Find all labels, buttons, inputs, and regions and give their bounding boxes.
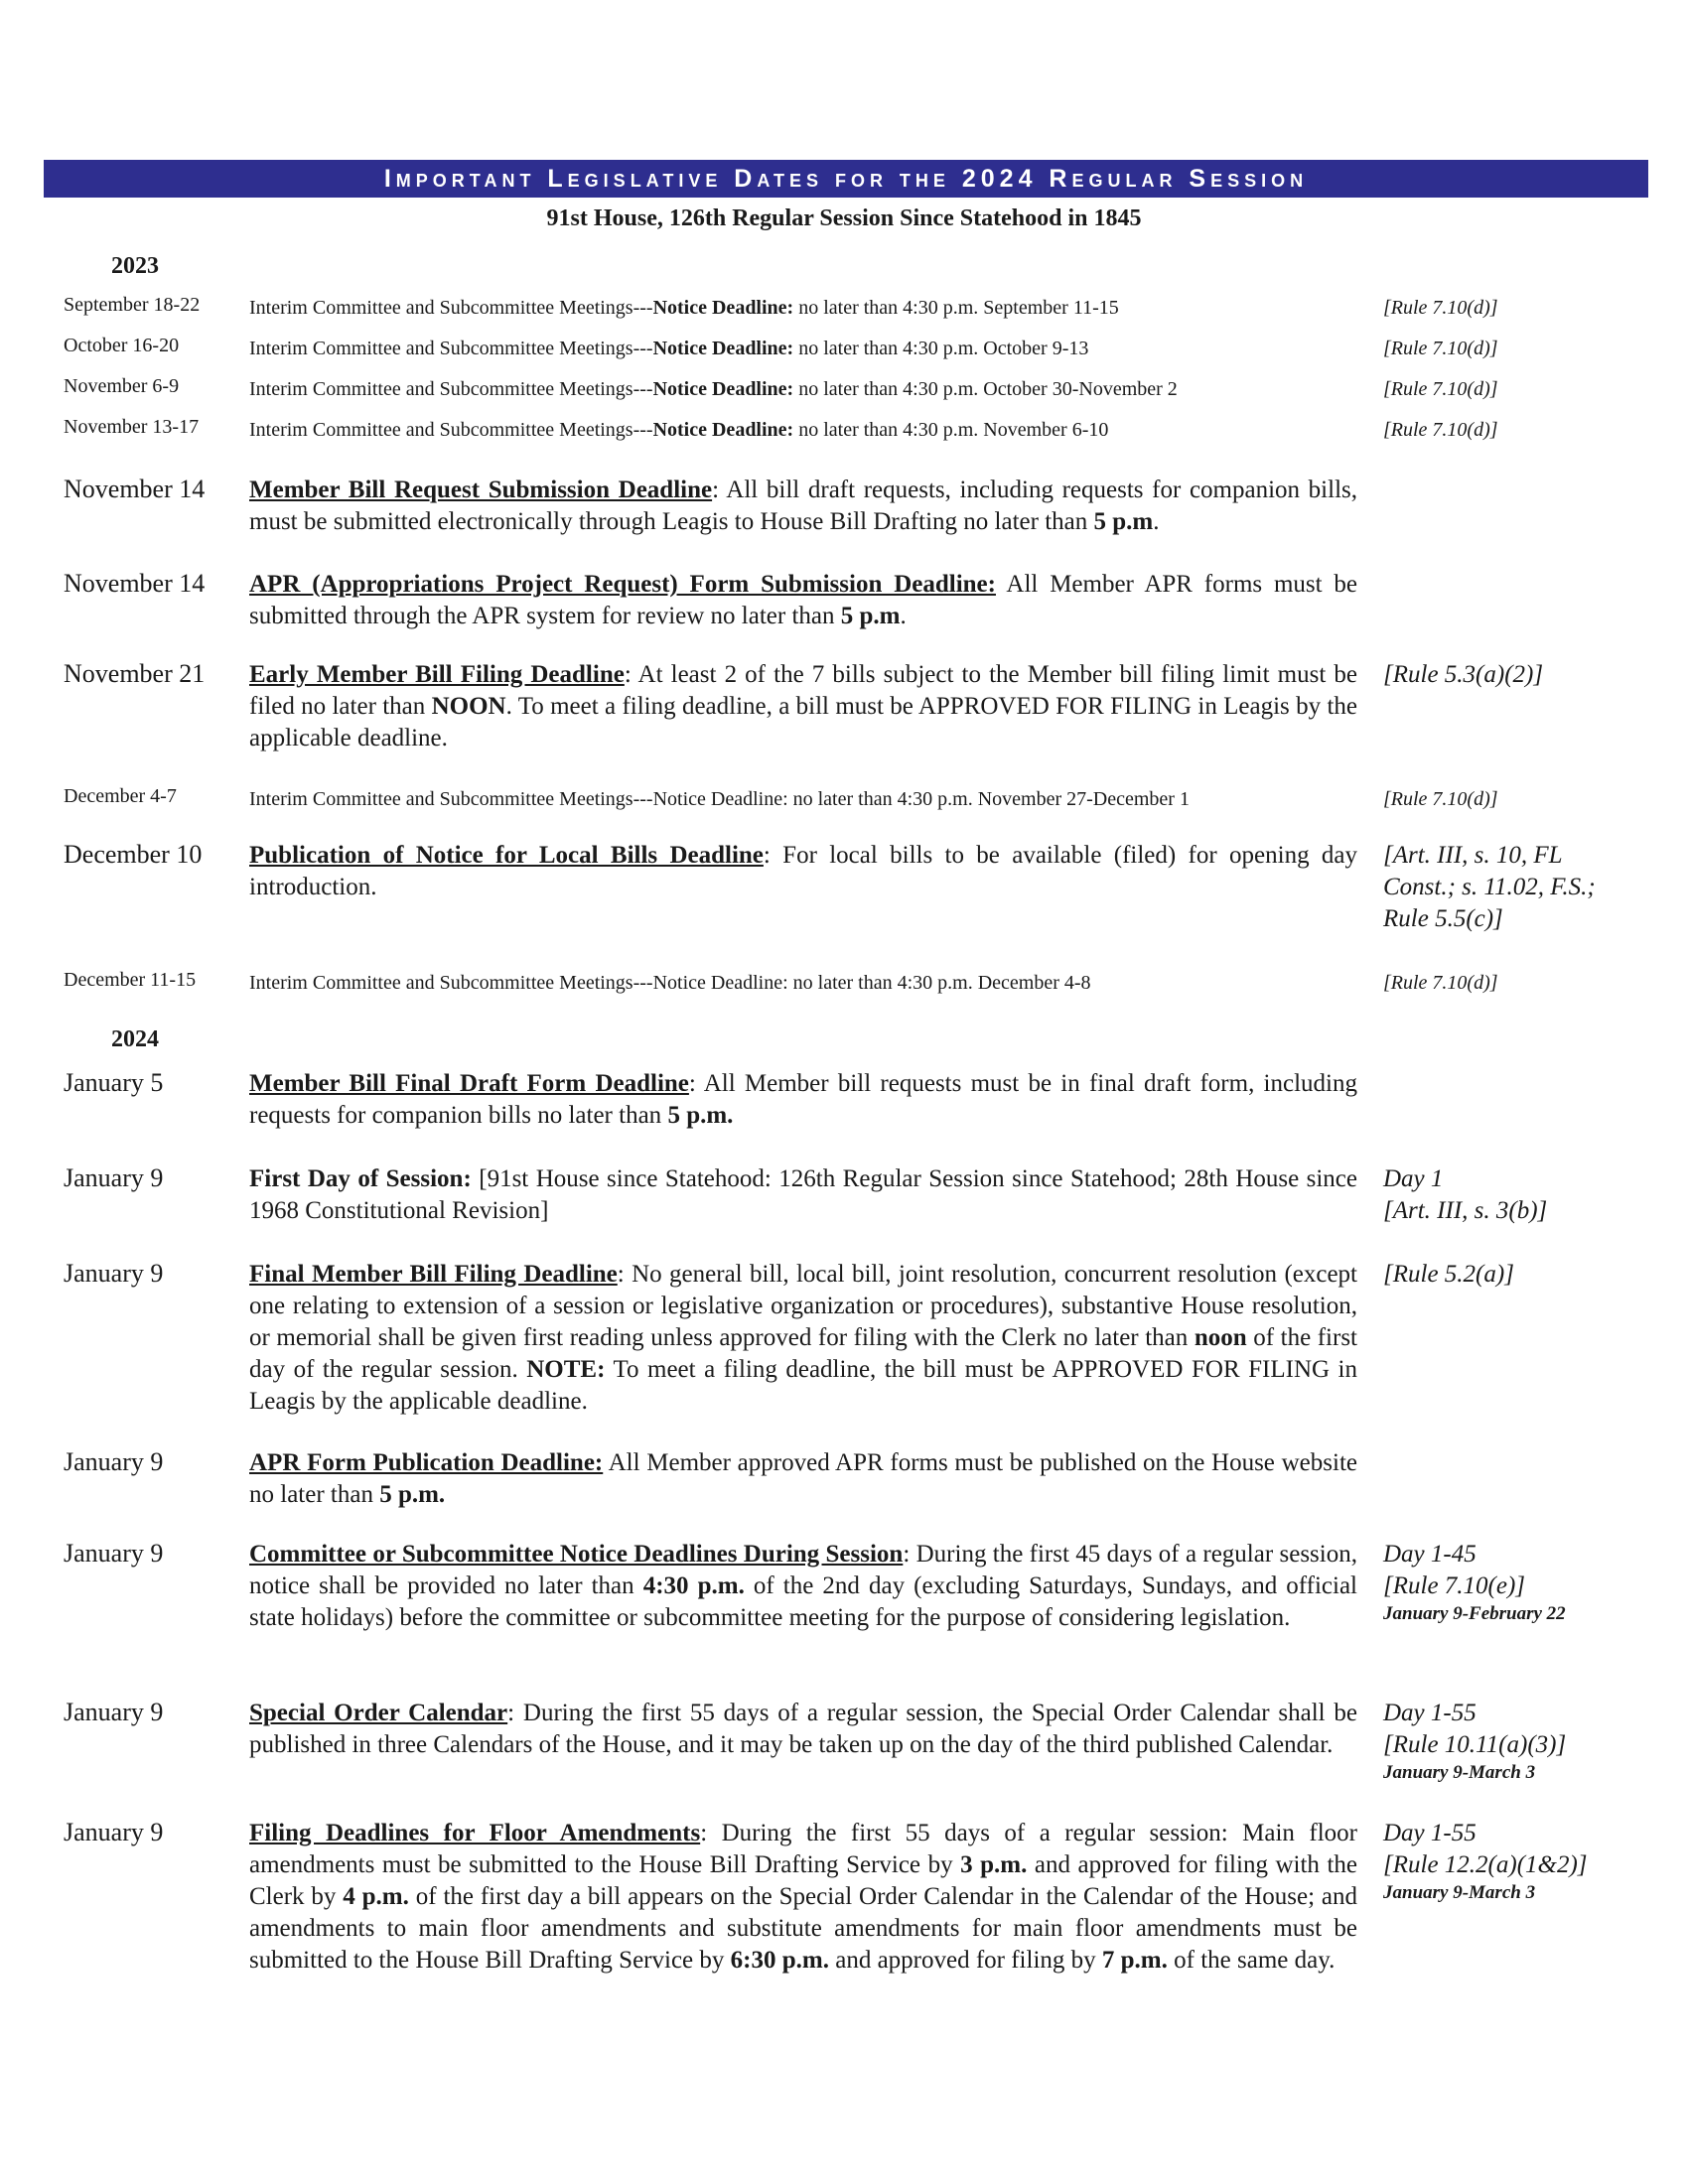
entry-date: December 10 [64,840,203,869]
entry-description: Final Member Bill Filing Deadline: No general bill, local bill, joint resolution, concurrent resolution (except one relating to extension of a session or legislative organization or procedures), substantive House resolution, or memorial shall be given first reading unless approved for filing with the Clerk no later than noon of the first day of the regular session. NOTE: To meet a filing deadline, the bill must be APPROVED FOR FILING in Leagis by the applicable deadline. [249,1261,1358,1415]
entry-description: Interim Committee and Subcommittee Meetings---Notice Deadline: no later than 4:30 p.m. October 30-November 2 [249,378,1178,400]
rule-reference: [Rule 7.10(d)] [1383,788,1498,810]
entry-description: APR Form Publication Deadline: All Member approved APR forms must be published on the House website no later than 5 p.m. [249,1449,1357,1508]
entry-description: Member Bill Final Draft Form Deadline: All Member bill requests must be in final draft form, including requests for companion bills no later than 5 p.m. [249,1070,1357,1129]
entry-date: January 5 [64,1068,164,1097]
rule-reference: [Rule 7.10(d)] [1383,378,1498,400]
entry-title: Early Member Bill Filing Deadline [249,661,625,688]
entry-date: January 9 [64,1447,164,1476]
entry-date: November 13-17 [64,416,200,438]
entry-title: Filing Deadlines for Floor Amendments [249,1820,701,1846]
entry-title: APR (Appropriations Project Request) Form Submission Deadline: [249,571,996,598]
entry-description: Member Bill Request Submission Deadline: All bill draft requests, including requests for companion bills, must be submitted electronically through Leagis to House Bill Drafting no later than 5 p.m. [249,477,1357,535]
entry-date: January 9 [64,1539,164,1568]
rule-reference: [Art. III, s. 10, FL Const.; s. 11.02, F.S.; Rule 5.5(c)] [1383,842,1596,932]
entry-title: Member Bill Final Draft Form Deadline [249,1070,689,1097]
entry-description: Interim Committee and Subcommittee Meetings---Notice Deadline: no later than 4:30 p.m. December 4-8 [249,972,1091,994]
entry-title: Committee or Subcommittee Notice Deadlines During Session [249,1541,904,1568]
rule-reference: [Rule 7.10(d)] [1383,297,1498,319]
rule-reference: Day 1-55 [Rule 12.2(a)(1&2)] January 9-March 3 [1383,1820,1588,1903]
rule-reference: [Rule 7.10(d)] [1383,338,1498,359]
entry-title: First Day of Session: [249,1165,472,1192]
entry-date: September 18-22 [64,294,201,316]
entry-date: November 14 [64,569,206,598]
entry-description: APR (Appropriations Project Request) Form Submission Deadline: All Member APR forms must be submitted through the APR system for review no later than 5 p.m. [249,571,1357,629]
entry-description: Interim Committee and Subcommittee Meetings---Notice Deadline: no later than 4:30 p.m. November 27-December 1 [249,788,1190,810]
entry-title: Publication of Notice for Local Bills Deadline [249,842,764,869]
entry-date: November 21 [64,659,206,688]
entry-description: First Day of Session: [91st House since Statehood: 126th Regular Session since Statehood; 28th House since 1968 Constitutional Revision] [249,1165,1357,1224]
rule-reference: Day 1 [Art. III, s. 3(b)] [1383,1165,1548,1224]
rule-reference: [Rule 5.3(a)(2)] [1383,661,1544,688]
year-heading-2024: 2024 [111,1026,159,1052]
entry-description: Special Order Calendar: During the first 55 days of a regular session, the Special Order Calendar shall be published in three Calendars of the House, and it may be taken up on the day of the third published Calendar. [249,1700,1358,1758]
rule-reference: [Rule 7.10(d)] [1383,972,1498,994]
entry-title: Final Member Bill Filing Deadline [249,1261,618,1288]
entry-date: January 9 [64,1818,164,1846]
entry-date: January 9 [64,1163,164,1192]
entry-description: Committee or Subcommittee Notice Deadlines During Session: During the first 45 days of a regular session, notice shall be provided no later than 4:30 p.m. of the 2nd day (excluding Saturdays, Sundays, and official state holidays) before the committee or subcommittee meeting for the purpose of considering legislation. [249,1541,1357,1631]
rule-reference: Day 1-45 [Rule 7.10(e)] January 9-February 22 [1383,1541,1566,1624]
header-banner: Important Legislative Dates for the 2024 Regular Session [44,160,1648,198]
entry-title: APR Form Publication Deadline: [249,1449,604,1476]
entry-date: January 9 [64,1259,164,1288]
entry-description: Early Member Bill Filing Deadline: At least 2 of the 7 bills subject to the Member bill filing limit must be filed no later than NOON. To meet a filing deadline, a bill must be APPROVED FOR FILING in Leagis by the applicable deadline. [249,661,1358,751]
entry-date: December 4-7 [64,785,177,807]
rule-reference: Day 1-55 [Rule 10.11(a)(3)] January 9-March 3 [1383,1700,1567,1783]
entry-description: Interim Committee and Subcommittee Meetings---Notice Deadline: no later than 4:30 p.m. September 11-15 [249,297,1119,319]
entry-date: January 9 [64,1698,164,1726]
year-heading-2023: 2023 [111,253,159,279]
entry-description: Interim Committee and Subcommittee Meetings---Notice Deadline: no later than 4:30 p.m. October 9-13 [249,338,1089,359]
entry-title: Member Bill Request Submission Deadline [249,477,713,503]
entry-title: Special Order Calendar [249,1700,508,1726]
rule-reference: [Rule 5.2(a)] [1383,1261,1514,1288]
entry-date: October 16-20 [64,335,180,356]
page-subtitle: 91st House, 126th Regular Session Since Statehood in 1845 [546,205,1142,231]
entry-date: December 11-15 [64,969,197,991]
entry-description: Interim Committee and Subcommittee Meetings---Notice Deadline: no later than 4:30 p.m. November 6-10 [249,419,1109,441]
rule-reference: [Rule 7.10(d)] [1383,419,1498,441]
entry-date: November 14 [64,475,206,503]
entry-date: November 6-9 [64,375,180,397]
entry-description: Publication of Notice for Local Bills Deadline: For local bills to be available (filed) for opening day introduction. [249,842,1357,900]
entry-description: Filing Deadlines for Floor Amendments: During the first 55 days of a regular session: Main floor amendments must be submitted to the House Bill Drafting Service by 3 p.m. and approved for filing with the Clerk by 4 p.m. of the first day a bill appears on the Special Order Calendar in the Calendar of the House; and amendments to main floor amendments and substitute amendments for main floor amendments must be submitted to the House Bill Drafting Service by 6:30 p.m. and approved for filing by 7 p.m. of the same day. [249,1820,1358,1974]
